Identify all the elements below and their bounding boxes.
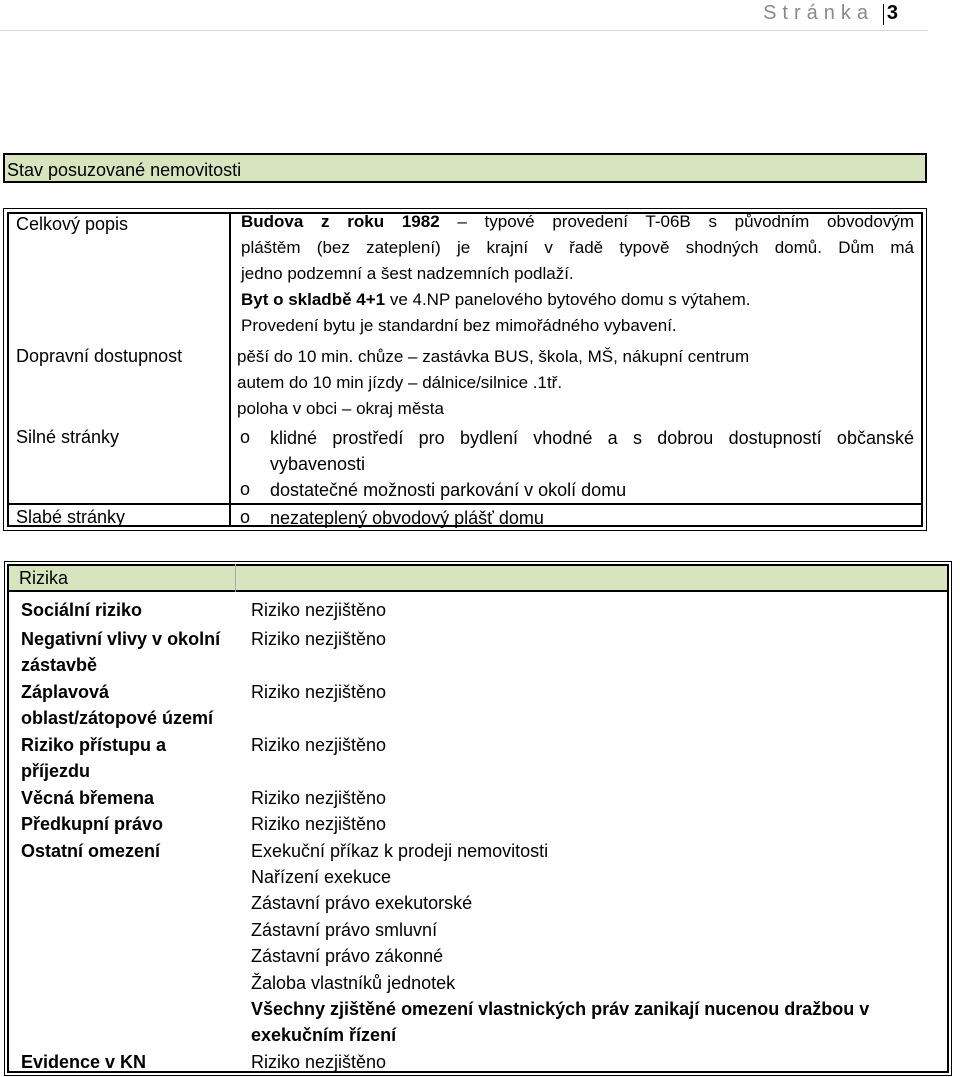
- overall-line-4: [241, 287, 751, 313]
- row-label-strengths: Silné stránky: [16, 427, 120, 447]
- risk-value-access: Riziko nezjištěno: [251, 735, 387, 755]
- row-label-overall: Celkový popis: [16, 214, 129, 234]
- overall-line-3: jedno podzemní a šest nadzemních podlaží.: [241, 264, 574, 283]
- strength-1-line-2: vybavenosti: [270, 454, 366, 474]
- risk-value-preemption: Riziko nezjištěno: [251, 814, 387, 834]
- transport-line-3: poloha v obci – okraj města: [237, 399, 444, 418]
- description-table: [3, 208, 927, 531]
- section-title: Stav posuzované nemovitosti: [3, 153, 927, 183]
- risks-header: [7, 564, 949, 592]
- description-table-divider: [229, 212, 231, 527]
- risk-label-easements: Věcná břemena: [21, 788, 155, 808]
- restriction-note-2: exekučním řízení: [251, 1025, 397, 1045]
- risk-label-neighborhood: Negativní vlivy v okolní: [21, 629, 221, 649]
- risk-label-flood: Záplavová: [21, 682, 110, 702]
- row-label-transport: Dopravní dostupnost: [16, 346, 183, 366]
- overall-line-2: pláštěm (bez zateplení) je krajní v řadě typově shodných domů. Dům má: [241, 238, 914, 257]
- overall-line-5: Provedení bytu je standardní bez mimořádného vybavení.: [241, 316, 677, 335]
- restriction-item: Zástavní právo exekutorské: [251, 893, 473, 913]
- bullet-weakness-1: o: [240, 507, 251, 527]
- flat-floor: ve 4.NP panelového bytového domu s výtahem.: [385, 290, 751, 309]
- risk-label-access-2: příjezdu: [21, 761, 91, 781]
- page-number: 3: [886, 2, 898, 24]
- restriction-item: Exekuční příkaz k prodeji nemovitosti: [251, 841, 549, 861]
- restriction-item: Žaloba vlastníků jednotek: [251, 973, 456, 993]
- transport-line-1: pěší do 10 min. chůze – zastávka BUS, škola, MŠ, nákupní centrum: [237, 347, 750, 366]
- risk-value-social: Riziko nezjištěno: [251, 600, 387, 620]
- risk-value-easements: Riziko nezjištěno: [251, 788, 387, 808]
- row-label-weaknesses: Slabé stránky: [16, 507, 126, 527]
- risk-label-flood-2: oblast/zátopové území: [21, 708, 214, 728]
- risk-value-cadastre: Riziko nezjištěno: [251, 1052, 387, 1072]
- page-separator: [883, 4, 884, 25]
- page-label: Stránka: [763, 2, 874, 24]
- weakness-1: nezateplený obvodový plášť domu: [270, 508, 544, 528]
- restriction-item: Zástavní právo smluvní: [251, 920, 438, 940]
- bullet-strength-1: o: [240, 427, 251, 447]
- risk-label-other: Ostatní omezení: [21, 841, 161, 861]
- restriction-item: Nařízení exekuce: [251, 867, 392, 887]
- overall-line-1: [241, 209, 914, 235]
- risk-value-neighborhood: Riziko nezjištěno: [251, 629, 387, 649]
- risk-label-preemption: Předkupní právo: [21, 814, 164, 834]
- building-type: – typové provedení T-06B s původním obvodovým: [439, 212, 914, 231]
- bullet-strength-2: o: [240, 479, 251, 499]
- risk-label-social: Sociální riziko: [21, 600, 143, 620]
- risk-label-cadastre: Evidence v KN: [21, 1052, 147, 1072]
- strength-1-line-1: klidné prostředí pro bydlení vhodné a s dobrou dostupností občanské: [270, 428, 914, 448]
- page-header: [0, 0, 928, 31]
- restriction-note: Všechny zjištěné omezení vlastnických práv zanikají nucenou dražbou v: [251, 999, 870, 1019]
- strength-2: dostatečné možnosti parkování v okolí domu: [270, 480, 627, 500]
- risks-table: [4, 561, 952, 1076]
- flat-layout: Byt o skladbě 4+1: [241, 290, 386, 309]
- risk-label-access: Riziko přístupu a: [21, 735, 167, 755]
- risks-header-divider: [235, 564, 236, 592]
- risk-label-neighborhood-2: zástavbě: [21, 655, 98, 675]
- transport-line-2: autem do 10 min jízdy – dálnice/silnice .1tř.: [237, 373, 563, 392]
- building-year: Budova z roku 1982: [241, 212, 440, 231]
- risk-value-flood: Riziko nezjištěno: [251, 682, 387, 702]
- risks-title: Rizika: [19, 568, 69, 588]
- restriction-item: Zástavní právo zákonné: [251, 946, 444, 966]
